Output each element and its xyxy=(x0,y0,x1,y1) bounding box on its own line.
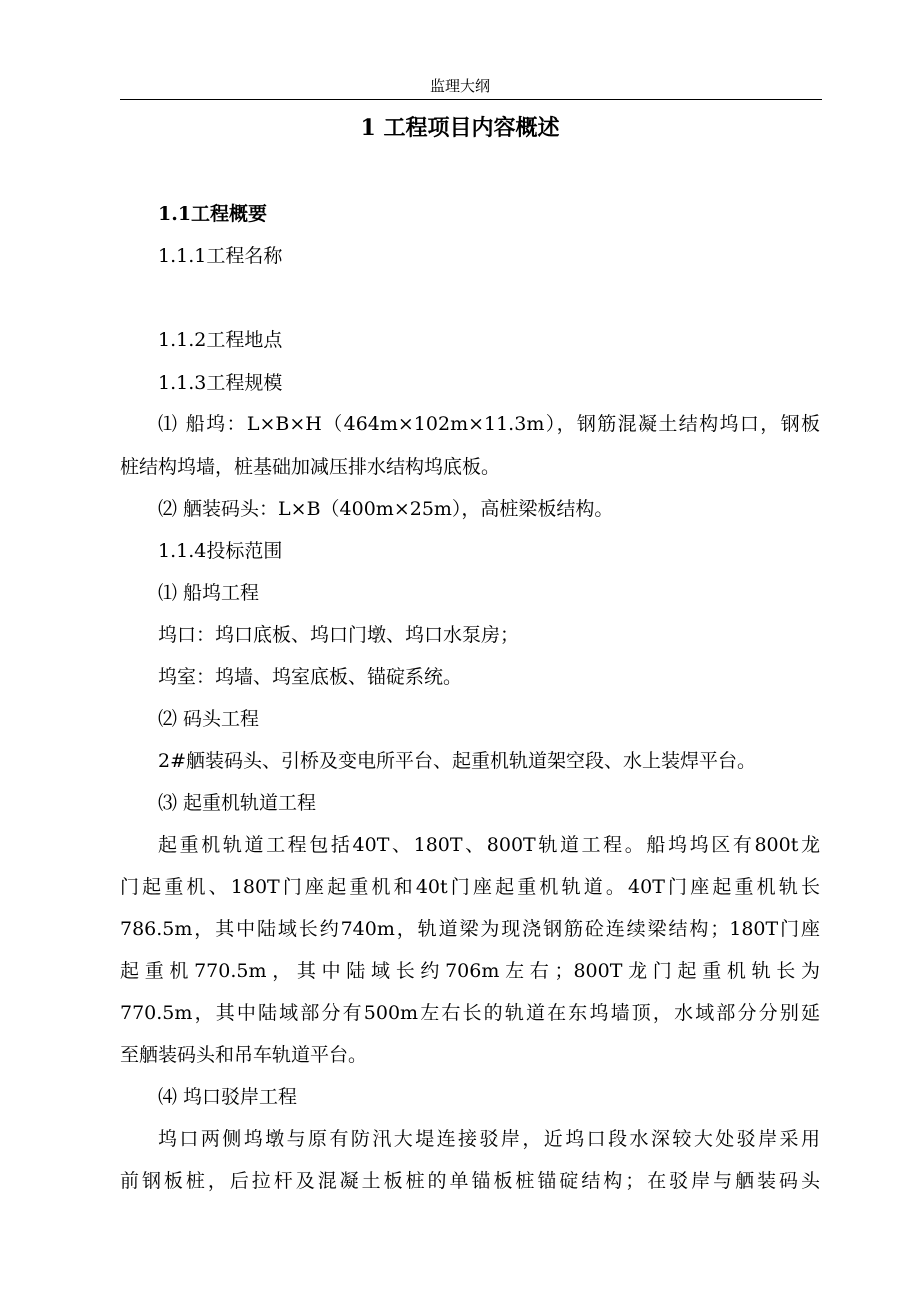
header-rule xyxy=(120,99,822,100)
list-item-heading: ⑵ 码头工程 xyxy=(158,708,260,730)
paragraph-line: 770.5m，其中陆域部分有500m左右长的轨道在东坞墙顶，水域部分分别延 xyxy=(120,1002,820,1024)
subsection-heading: 1.1.2工程地点 xyxy=(158,329,283,351)
paragraph-line: 门起重机、180T门座起重机和40t门座起重机轨道。40T门座起重机轨长 xyxy=(120,876,820,898)
paragraph-line: 坞室：坞墙、坞室底板、锚碇系统。 xyxy=(158,666,463,688)
paragraph-line: 起重机轨道工程包括40T、180T、800T轨道工程。船坞坞区有800t龙 xyxy=(158,834,820,856)
paragraph-line: 坞口两侧坞墩与原有防汛大堤连接驳岸，近坞口段水深较大处驳岸采用 xyxy=(158,1128,820,1150)
paragraph-line: 坞口：坞口底板、坞口门墩、坞口水泵房； xyxy=(158,624,520,646)
paragraph-line: 至舾装码头和吊车轨道平台。 xyxy=(120,1044,368,1066)
paragraph-line: 桩结构坞墙，桩基础加减压排水结构坞底板。 xyxy=(120,456,501,478)
list-item-heading: ⑷ 坞口驳岸工程 xyxy=(158,1086,298,1108)
running-header: 监理大纲 xyxy=(429,77,490,95)
subsection-heading: 1.1.4投标范围 xyxy=(158,540,283,562)
paragraph-line: 前钢板桩，后拉杆及混凝土板桩的单锚板桩锚碇结构；在驳岸与舾装码头 xyxy=(120,1170,820,1192)
paragraph-line: ⑴ 船坞：L×B×H（464m×102m×11.3m），钢筋混凝土结构坞口，钢板 xyxy=(158,413,820,435)
list-item-heading: ⑶ 起重机轨道工程 xyxy=(158,792,317,814)
subsection-heading: 1.1.3工程规模 xyxy=(158,372,283,394)
paragraph-line: 786.5m，其中陆域长约740m，轨道梁为现浇钢筋砼连续梁结构；180T门座 xyxy=(120,918,820,940)
paragraph-line: 2#舾装码头、引桥及变电所平台、起重机轨道架空段、水上装焊平台。 xyxy=(158,750,757,772)
chapter-title: 1 工程项目内容概述 xyxy=(360,115,560,141)
paragraph-line: ⑵ 舾装码头：L×B（400m×25m），高桩梁板结构。 xyxy=(158,498,614,520)
list-item-heading: ⑴ 船坞工程 xyxy=(158,582,260,604)
section-heading: 1.1工程概要 xyxy=(158,203,268,225)
paragraph-line: 起重机770.5m，其中陆域长约706m左右；800T龙门起重机轨长为 xyxy=(120,960,820,982)
subsection-heading: 1.1.1工程名称 xyxy=(158,245,283,267)
